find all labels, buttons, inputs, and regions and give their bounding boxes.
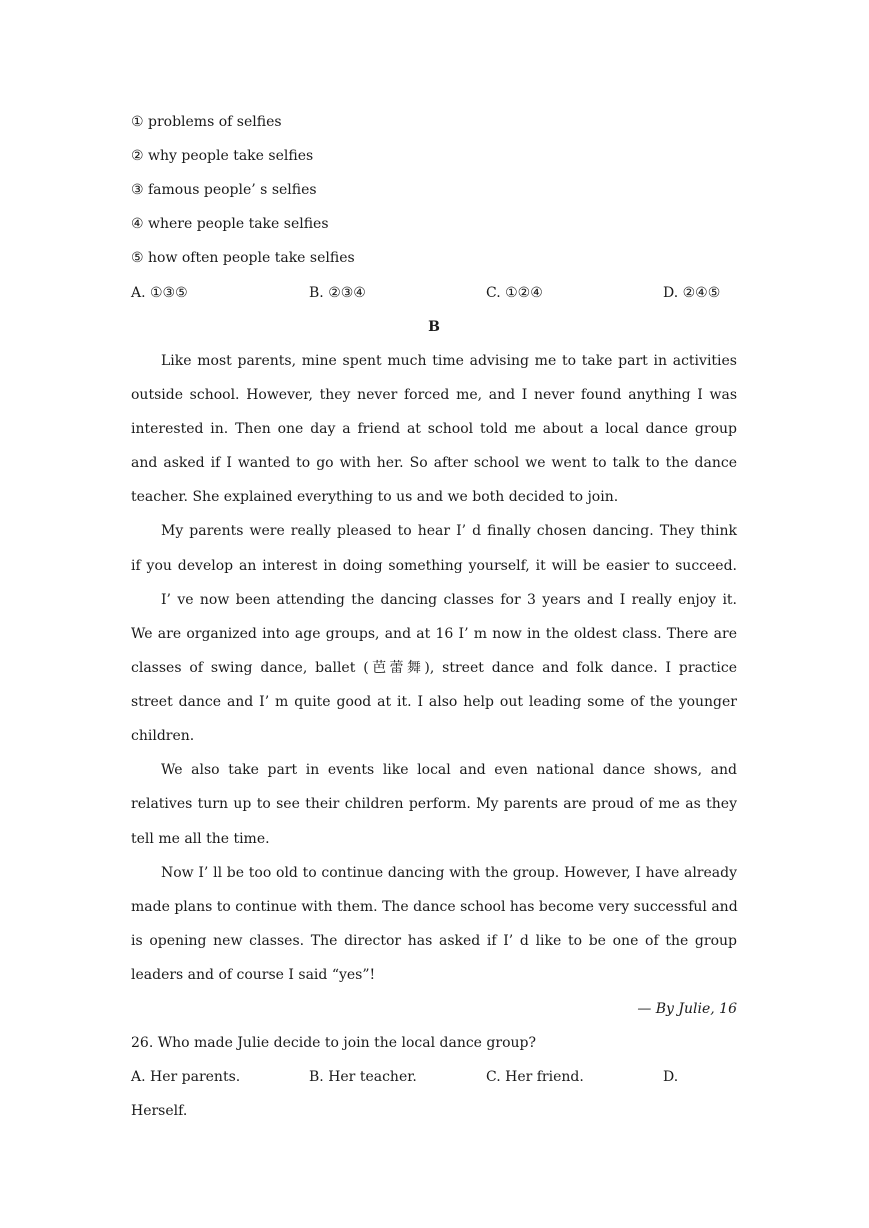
passage-line: outside school. However, they never forced me, and I never found anything I was: [131, 387, 737, 403]
q25-option-a: A. ①③⑤: [131, 285, 188, 301]
passage-line: children.: [131, 728, 195, 744]
author-signature: — By Julie, 16: [637, 1001, 737, 1017]
topic-item-4: ④ where people take selfies: [131, 216, 329, 232]
q26-option-c: C. Her friend.: [486, 1069, 584, 1085]
passage-line: tell me all the time.: [131, 831, 270, 847]
passage-line: relatives turn up to see their children perform. My parents are proud of me as they: [131, 796, 737, 812]
question-26-stem: 26. Who made Julie decide to join the local dance group?: [131, 1035, 536, 1051]
passage-line: My parents were really pleased to hear I’ d finally chosen dancing. They think: [161, 523, 737, 539]
passage-line: Like most parents, mine spent much time advising me to take part in activities: [161, 353, 737, 369]
topic-item-1: ① problems of selfies: [131, 114, 282, 130]
passage-line: if you develop an interest in doing something yourself, it will be easier to succeed.: [131, 558, 737, 574]
q26-option-b: B. Her teacher.: [309, 1069, 417, 1085]
passage-line: We also take part in events like local and even national dance shows, and: [161, 762, 737, 778]
section-heading: B: [428, 319, 440, 335]
passage-line: street dance and I’ m quite good at it. I also help out leading some of the younger: [131, 694, 737, 710]
passage-line: is opening new classes. The director has asked if I’ d like to be one of the group: [131, 933, 737, 949]
q25-option-c: C. ①②④: [486, 285, 543, 301]
q25-options: [131, 282, 737, 304]
topic-item-2: ② why people take selfies: [131, 148, 314, 164]
passage-line: teacher. She explained everything to us and we both decided to join.: [131, 489, 619, 505]
q26-option-d: D.: [663, 1069, 679, 1085]
passage-line: I’ ve now been attending the dancing classes for 3 years and I really enjoy it.: [161, 592, 737, 608]
topic-item-3: ③ famous people’ s selfies: [131, 182, 317, 198]
passage-line: classes of swing dance, ballet (芭蕾舞), street dance and folk dance. I practice: [131, 660, 737, 676]
passage-line: interested in. Then one day a friend at school told me about a local dance group: [131, 421, 737, 437]
q25-option-b: B. ②③④: [309, 285, 366, 301]
q26-option-a: A. Her parents.: [131, 1069, 241, 1085]
q26-option-d-wrap: Herself.: [131, 1103, 188, 1119]
passage-line: leaders and of course I said “yes”!: [131, 967, 376, 983]
q25-option-d: D. ②④⑤: [663, 285, 721, 301]
passage-line: and asked if I wanted to go with her. So after school we went to talk to the dance: [131, 455, 737, 471]
q26-options: [131, 1066, 737, 1088]
passage-line: made plans to continue with them. The dance school has become very successful and: [131, 899, 738, 915]
passage-line: We are organized into age groups, and at 16 I’ m now in the oldest class. There are: [131, 626, 737, 642]
passage-line: Now I’ ll be too old to continue dancing with the group. However, I have already: [161, 865, 737, 881]
topic-item-5: ⑤ how often people take selfies: [131, 250, 355, 266]
